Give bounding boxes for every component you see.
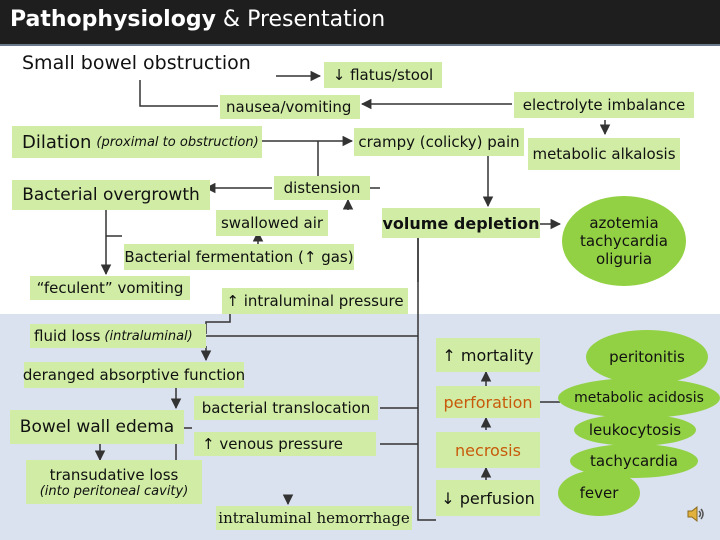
- node-venous-pressure: ↑ venous pressure: [194, 432, 376, 456]
- oliguria-label: oliguria: [595, 250, 653, 268]
- node-deranged-absorptive-function: deranged absorptive function: [24, 362, 244, 388]
- node-leukocytosis: leukocytosis: [574, 414, 696, 446]
- speaker-icon[interactable]: [686, 504, 706, 524]
- node-transudative-loss: [26, 460, 202, 504]
- fluid-loss-label: fluid loss: [34, 327, 101, 345]
- node-perforation: perforation: [436, 386, 540, 418]
- azotemia-label: azotemia: [589, 214, 659, 232]
- node-dilation: [12, 126, 262, 158]
- node-bacterial-translocation: bacterial translocation: [194, 396, 378, 420]
- node-metabolic-acidosis: metabolic acidosis: [558, 378, 720, 418]
- node-azotemia-group: [562, 196, 686, 286]
- node-volume-depletion: volume depletion: [382, 208, 540, 238]
- node-intraluminal-hemorrhage: intraluminal hemorrhage: [216, 506, 412, 530]
- node-fluid-loss: [30, 324, 206, 348]
- node-intraluminal-pressure: ↑ intraluminal pressure: [222, 288, 408, 314]
- node-small-bowel-obstruction: Small bowel obstruction: [22, 52, 251, 74]
- node-flatus-stool: ↓ flatus/stool: [324, 62, 442, 88]
- node-bowel-wall-edema: Bowel wall edema: [10, 410, 184, 444]
- node-feculent-vomiting: “feculent” vomiting: [30, 276, 190, 300]
- transudative-label: transudative loss: [49, 465, 179, 484]
- node-nausea-vomiting: nausea/vomiting: [220, 95, 360, 119]
- node-swallowed-air: swallowed air: [216, 210, 328, 236]
- node-metabolic-alkalosis: metabolic alkalosis: [528, 138, 680, 170]
- node-distension: distension: [274, 176, 370, 200]
- title-rest: & Presentation: [215, 7, 386, 32]
- node-fever: fever: [558, 470, 640, 516]
- title-bold: Pathophysiology: [10, 7, 216, 32]
- dilation-note: (proximal to obstruction): [96, 134, 259, 150]
- node-mortality: ↑ mortality: [436, 338, 540, 372]
- dilation-label: Dilation: [22, 131, 92, 153]
- node-electrolyte-imbalance: electrolyte imbalance: [514, 92, 694, 118]
- node-necrosis: necrosis: [436, 432, 540, 468]
- tachycardia-label: tachycardia: [580, 232, 668, 250]
- node-bacterial-fermentation: Bacterial fermentation (↑ gas): [124, 244, 354, 270]
- node-peritonitis: peritonitis: [586, 330, 708, 384]
- node-bacterial-overgrowth: Bacterial overgrowth: [12, 180, 210, 210]
- node-crampy-pain: crampy (colicky) pain: [354, 128, 524, 156]
- fluid-loss-note: (intraluminal): [104, 328, 193, 344]
- transudative-note: (into peritoneal cavity): [39, 483, 189, 499]
- node-tachycardia: tachycardia: [570, 444, 698, 478]
- node-perfusion: ↓ perfusion: [436, 480, 540, 516]
